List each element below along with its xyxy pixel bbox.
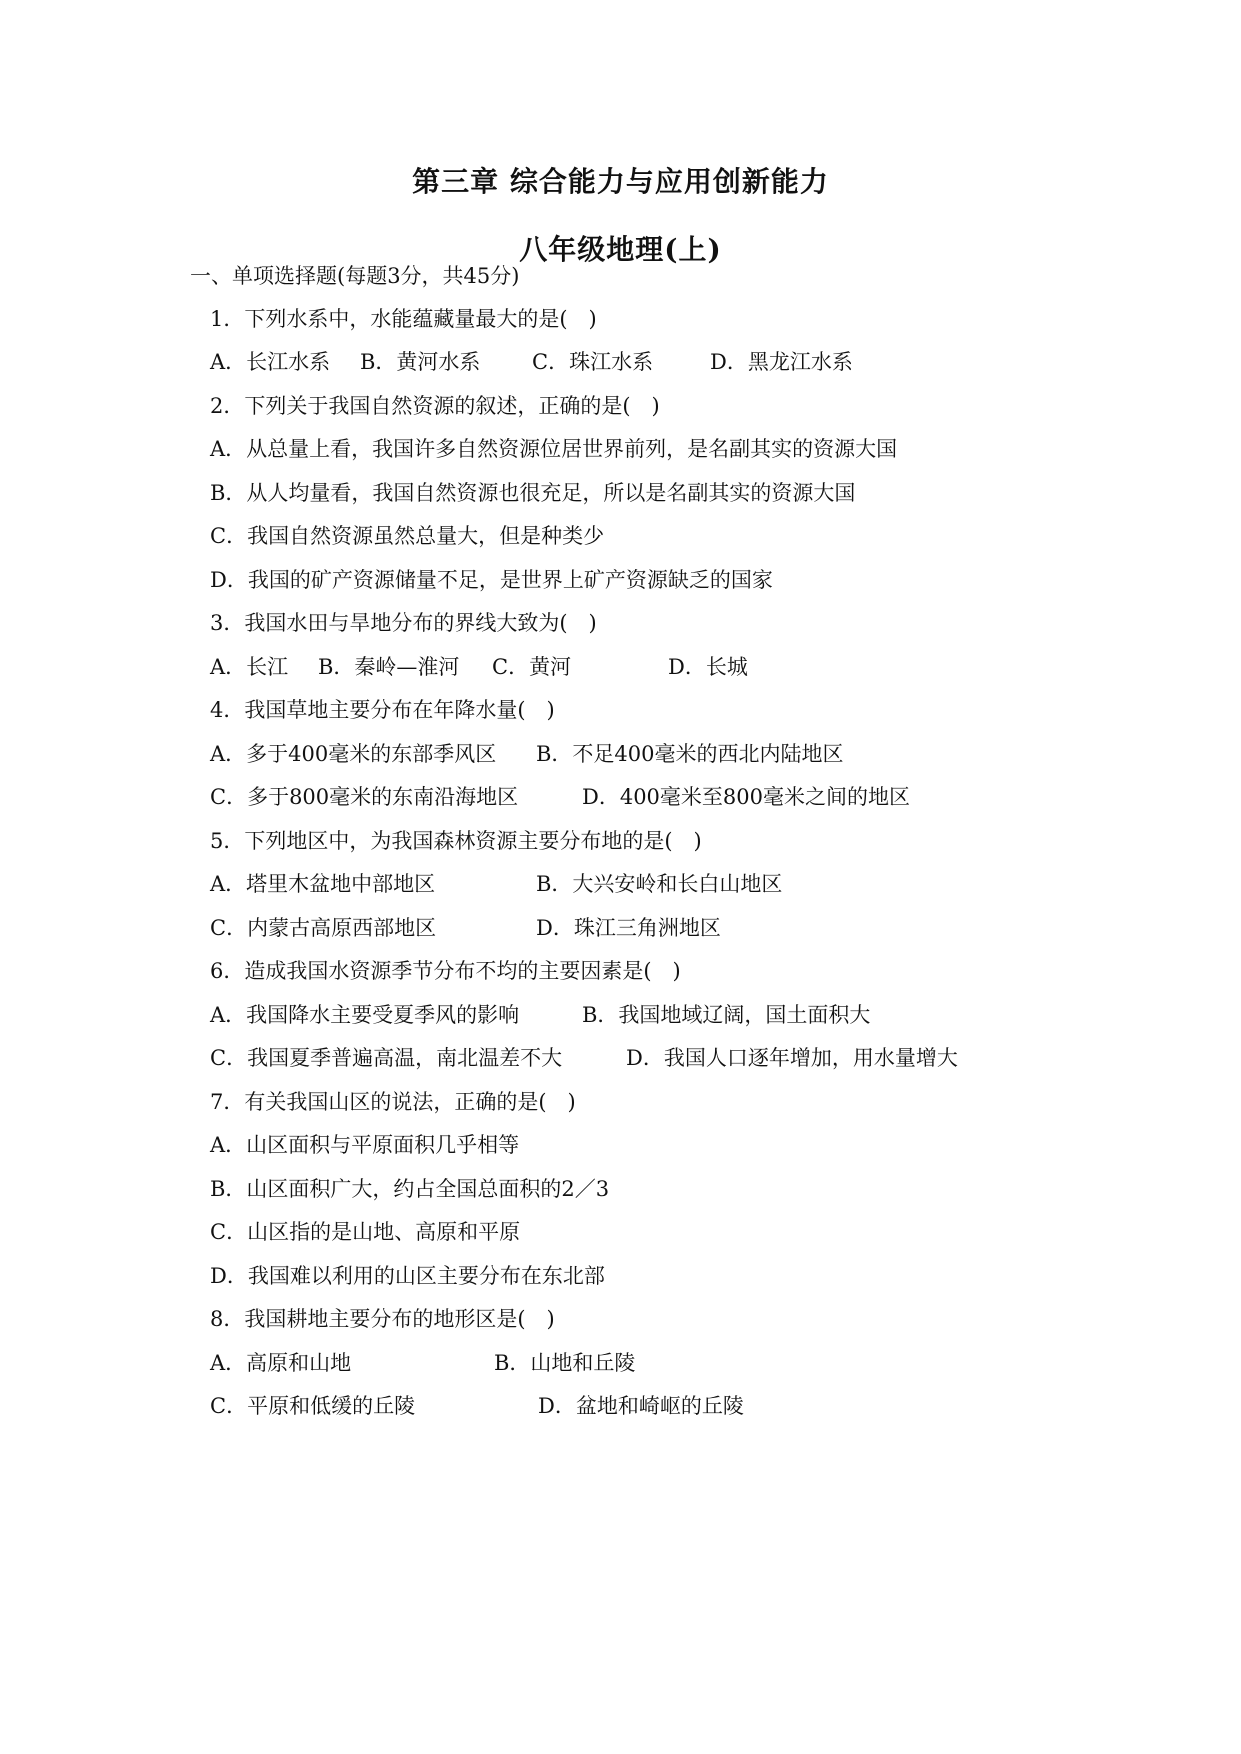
question-stem: 5．下列地区中，为我国森林资源主要分布地的是( ) [210,829,702,853]
question-stem: 6．造成我国水资源季节分布不均的主要因素是( ) [210,959,681,983]
option: D．珠江三角洲地区 [536,916,721,940]
option: D．盆地和崎岖的丘陵 [538,1394,744,1418]
option: D．黑龙江水系 [710,350,853,374]
option: B．山地和丘陵 [494,1351,636,1375]
page-title: 第三章 综合能力与应用创新能力 [412,165,829,198]
question-stem: 1．下列水系中，水能蕴藏量最大的是( ) [210,307,597,331]
option: A．多于400毫米的东部季风区 [210,742,497,766]
section-heading: 一、单项选择题(每题3分，共45分) [190,264,520,288]
option: A．长江 [210,655,289,679]
option: A．山区面积与平原面积几乎相等 [210,1133,520,1157]
option: A．从总量上看，我国许多自然资源位居世界前列，是名副其实的资源大国 [210,437,898,461]
option: A．塔里木盆地中部地区 [210,872,436,896]
option: B．从人均量看，我国自然资源也很充足，所以是名副其实的资源大国 [210,481,856,505]
question-stem: 2．下列关于我国自然资源的叙述，正确的是( ) [210,394,660,418]
option: D．长城 [668,655,748,679]
option: C．山区指的是山地、高原和平原 [210,1220,521,1244]
question-stem: 4．我国草地主要分布在年降水量( ) [210,698,555,722]
option: B．不足400毫米的西北内陆地区 [536,742,844,766]
option: C．我国自然资源虽然总量大，但是种类少 [210,524,605,548]
option: C．内蒙古高原西部地区 [210,916,437,940]
option: D．400毫米至800毫米之间的地区 [582,785,911,809]
question-stem: 3．我国水田与旱地分布的界线大致为( ) [210,611,597,635]
question-stem: 7．有关我国山区的说法，正确的是( ) [210,1090,576,1114]
option: D．我国难以利用的山区主要分布在东北部 [210,1264,605,1288]
option: A．高原和山地 [210,1351,352,1375]
option: B．秦岭—淮河 [318,655,460,679]
option: C．黄河 [492,655,572,679]
option: C．我国夏季普遍高温，南北温差不大 [210,1046,563,1070]
option: D．我国人口逐年增加，用水量增大 [626,1046,958,1070]
option: B．黄河水系 [360,350,481,374]
option: B．我国地域辽阔，国土面积大 [582,1003,871,1027]
question-stem: 8．我国耕地主要分布的地形区是( ) [210,1307,555,1331]
option: B．大兴安岭和长白山地区 [536,872,783,896]
option: D．我国的矿产资源储量不足，是世界上矿产资源缺乏的国家 [210,568,773,592]
option: A．我国降水主要受夏季风的影响 [210,1003,520,1027]
option: B．山区面积广大，约占全国总面积的2／3 [210,1177,610,1201]
option: C．珠江水系 [532,350,654,374]
option: C．多于800毫米的东南沿海地区 [210,785,519,809]
page-subtitle: 八年级地理(上) [519,233,722,266]
option: C．平原和低缓的丘陵 [210,1394,416,1418]
option: A．长江水系 [210,350,331,374]
